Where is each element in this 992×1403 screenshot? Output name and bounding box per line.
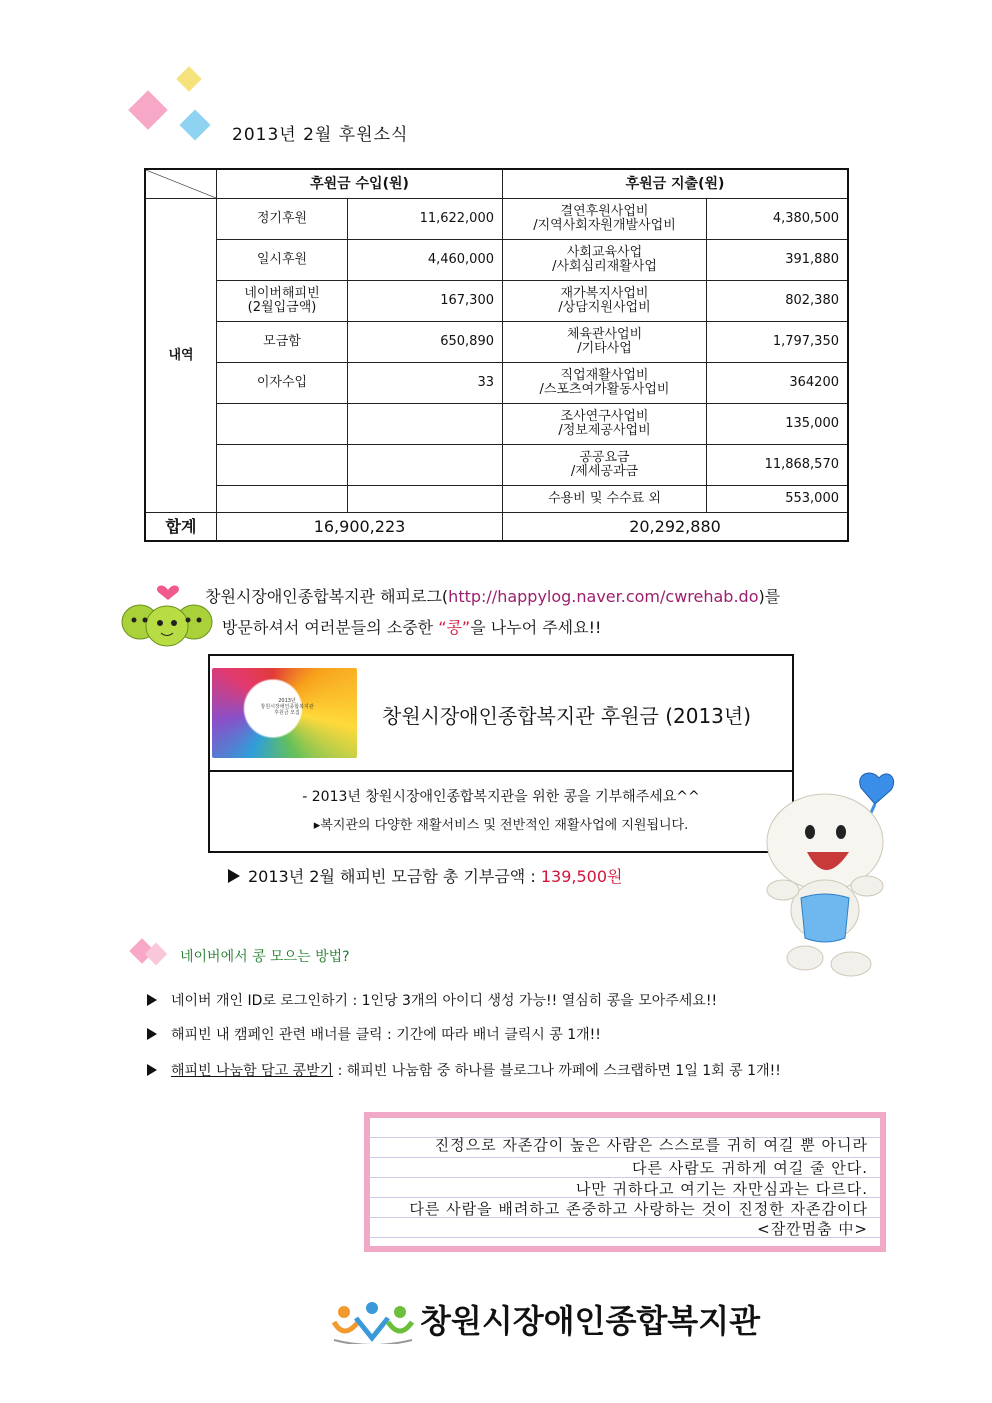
expense-item: 재가복지사업비 /상담지원사업비 bbox=[503, 281, 707, 322]
happylog-line: 창원시장애인종합복지관 해피로그(http://happylog.naver.com/cwrehab.do)를 bbox=[205, 587, 781, 606]
income-amount bbox=[348, 445, 503, 486]
table-row bbox=[145, 240, 848, 281]
campaign-description: - 2013년 창원시장애인종합복지관을 위한 콩을 기부해주세요^^ bbox=[302, 789, 700, 805]
page-title: 2013년 2월 후원소식 bbox=[232, 125, 409, 145]
campaign-title[interactable]: 창원시장애인종합복지관 후원금 (2013년) bbox=[382, 704, 752, 728]
expense-item: 결연후원사업비 /지역사회자원개발사업비 bbox=[503, 199, 707, 240]
expense-amount: 364200 bbox=[707, 363, 849, 404]
org-logo-icon bbox=[330, 1300, 416, 1344]
quote-line: 다른 사람도 귀하게 여길 줄 안다. bbox=[632, 1159, 868, 1177]
quote-line: 진정으로 자존감이 높은 사람은 스스로를 귀히 여길 뿐 아니라 bbox=[434, 1136, 868, 1154]
play-icon bbox=[147, 1064, 157, 1076]
income-amount: 167,300 bbox=[348, 281, 503, 322]
expense-amount: 4,380,500 bbox=[707, 199, 849, 240]
table-row bbox=[145, 281, 848, 322]
expense-amount: 11,868,570 bbox=[707, 445, 849, 486]
expense-item: 체육관사업비 /기타사업 bbox=[503, 322, 707, 363]
banner-text: 2013년 창원시장애인종합복지관 후원금 모집 bbox=[260, 698, 314, 716]
income-item bbox=[217, 445, 348, 486]
row-label: 내역 bbox=[145, 199, 217, 513]
pink-heart-icon bbox=[128, 90, 168, 130]
table-row bbox=[145, 445, 848, 486]
income-amount: 33 bbox=[348, 363, 503, 404]
income-amount bbox=[348, 404, 503, 445]
quote-line: 나만 귀하다고 여기는 자만심과는 다르다. bbox=[575, 1180, 868, 1198]
table-row bbox=[145, 486, 848, 513]
table-row bbox=[145, 363, 848, 404]
quote-box bbox=[364, 1112, 886, 1252]
income-item bbox=[217, 404, 348, 445]
donation-total: 2013년 2월 해피빈 모금함 총 기부금액 : 139,500원 bbox=[228, 864, 622, 887]
mascot-character-icon bbox=[755, 770, 915, 980]
blue-heart-icon bbox=[179, 109, 210, 140]
expense-header: 후원금 지출(원) bbox=[503, 169, 849, 199]
play-icon bbox=[147, 994, 157, 1006]
quote-line: 다른 사람을 배려하고 존중하고 사랑하는 것이 진정한 자존감이다 bbox=[409, 1200, 868, 1218]
donation-table bbox=[144, 168, 849, 542]
expense-amount: 135,000 bbox=[707, 404, 849, 445]
income-header: 후원금 수입(원) bbox=[217, 169, 503, 199]
expense-amount: 802,380 bbox=[707, 281, 849, 322]
expense-total: 20,292,880 bbox=[503, 513, 849, 542]
campaign-box bbox=[208, 654, 794, 853]
campaign-banner-image[interactable] bbox=[212, 668, 357, 758]
income-amount: 11,622,000 bbox=[348, 199, 503, 240]
table-row bbox=[145, 322, 848, 363]
income-item: 모금함 bbox=[217, 322, 348, 363]
howto-step: 해피빈 나눔함 담고 콩받기 : 해피빈 나눔함 중 하나를 블로그나 까페에 스크랩하면 1일 1회 콩 1개!! bbox=[147, 1060, 781, 1080]
quote-source: <잠깐멈춤 中> bbox=[757, 1220, 868, 1238]
income-item: 네이버해피빈 (2월입금액) bbox=[217, 281, 348, 322]
total-label: 합계 bbox=[145, 513, 217, 542]
bean-characters-icon bbox=[118, 578, 216, 652]
howto-step: 네이버 개인 ID로 로그인하기 : 1인당 3개의 아이디 생성 가능!! 열심히 콩을 모아주세요!! bbox=[147, 990, 717, 1010]
expense-amount: 391,880 bbox=[707, 240, 849, 281]
happylog-link[interactable]: http://happylog.naver.com/cwrehab.do bbox=[448, 587, 759, 606]
campaign-subdescription: ▸복지관의 다양한 재활서비스 및 전반적인 재활사업에 지원됩니다. bbox=[313, 818, 689, 833]
income-item: 일시후원 bbox=[217, 240, 348, 281]
happylog-line-2: 방문하셔서 여러분들의 소중한 “콩”을 나누어 주세요!! bbox=[222, 618, 602, 637]
campaign-header bbox=[210, 656, 792, 772]
income-item: 이자수입 bbox=[217, 363, 348, 404]
income-total: 16,900,223 bbox=[217, 513, 503, 542]
income-amount: 650,890 bbox=[348, 322, 503, 363]
howto-step: 해피빈 내 캠페인 관련 배너를 클릭 : 기간에 따라 배너 클릭시 콩 1개!! bbox=[147, 1024, 601, 1044]
income-item: 정기후원 bbox=[217, 199, 348, 240]
expense-amount: 553,000 bbox=[707, 486, 849, 513]
play-icon bbox=[147, 1028, 157, 1040]
expense-item: 사회교육사업 /사회심리재활사업 bbox=[503, 240, 707, 281]
yellow-heart-icon bbox=[176, 66, 201, 91]
howto-title: 네이버에서 콩 모으는 방법? bbox=[180, 949, 350, 965]
table-row bbox=[145, 199, 848, 240]
expense-item: 수용비 및 수수료 외 bbox=[503, 486, 707, 513]
expense-item: 공공요금 /제세공과금 bbox=[503, 445, 707, 486]
expense-item: 조사연구사업비 /정보제공사업비 bbox=[503, 404, 707, 445]
table-row bbox=[145, 404, 848, 445]
expense-amount: 1,797,350 bbox=[707, 322, 849, 363]
play-icon bbox=[228, 869, 240, 883]
expense-item: 직업재활사업비 /스포츠여가활동사업비 bbox=[503, 363, 707, 404]
org-name: 창원시장애인종합복지관 bbox=[420, 1302, 761, 1340]
corner-cell bbox=[145, 169, 217, 199]
income-amount bbox=[348, 486, 503, 513]
income-amount: 4,460,000 bbox=[348, 240, 503, 281]
income-item bbox=[217, 486, 348, 513]
total-row bbox=[145, 513, 848, 542]
